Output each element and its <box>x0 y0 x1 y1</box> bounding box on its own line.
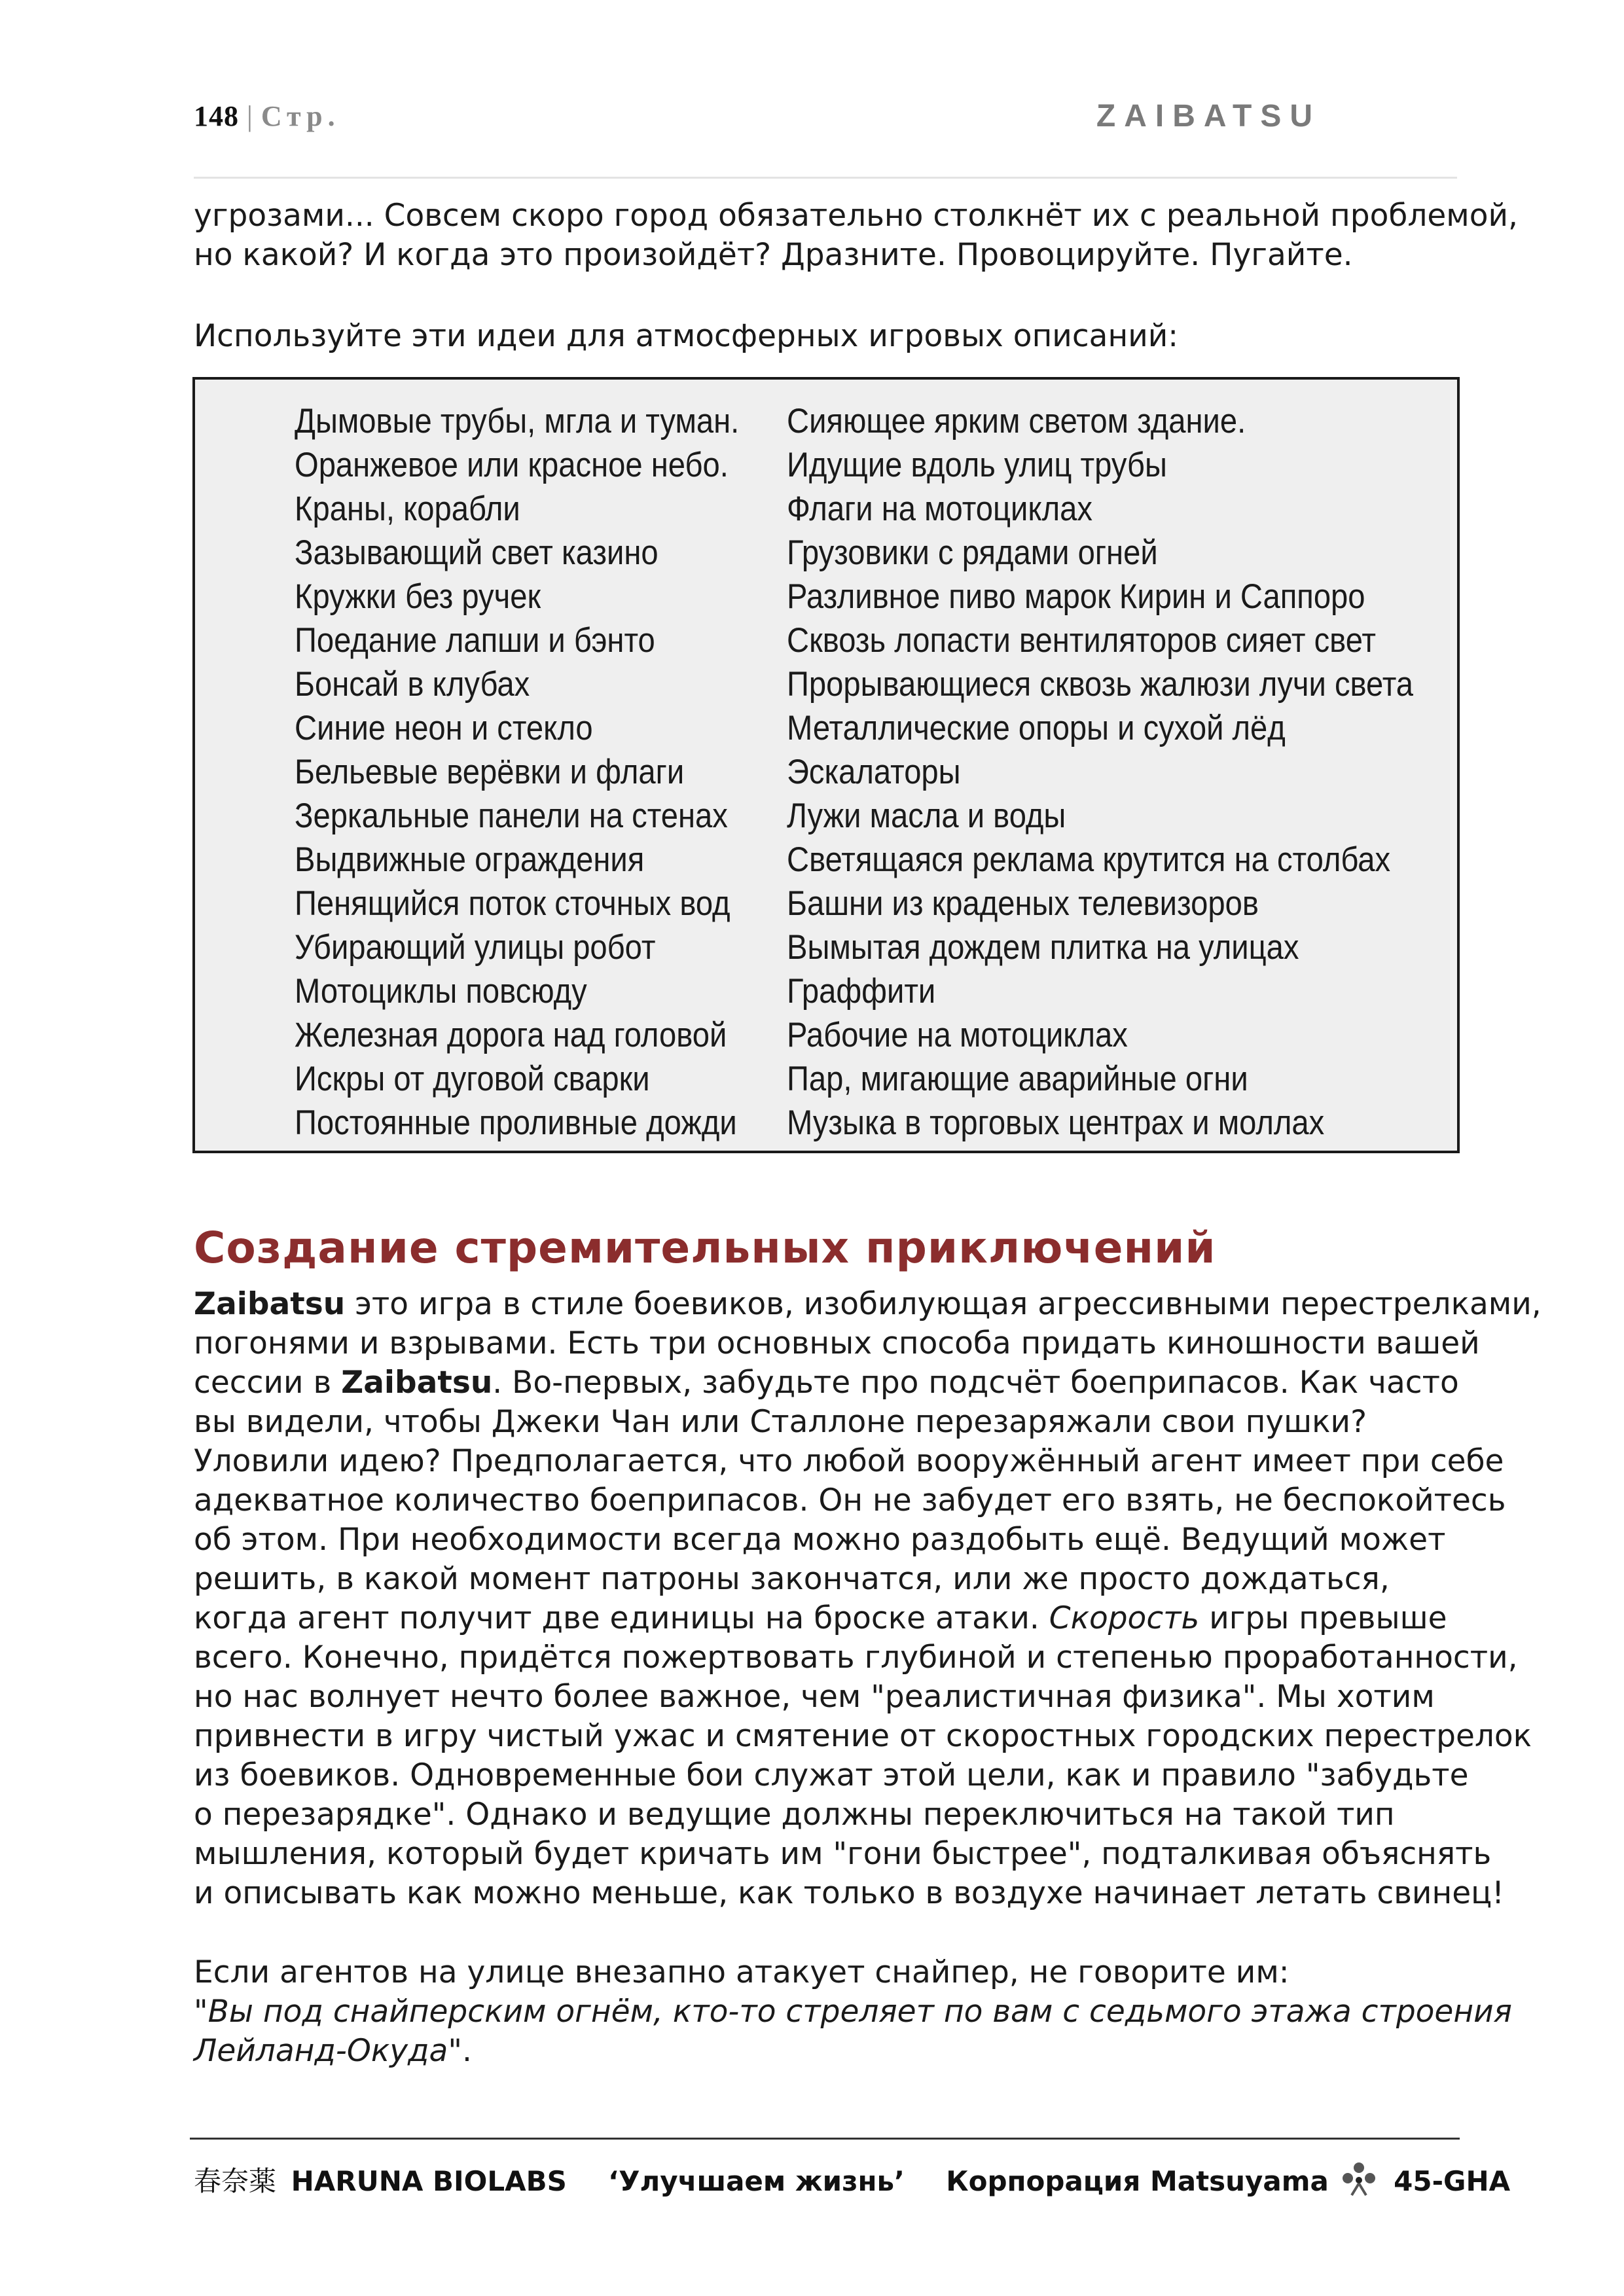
ideas-box <box>192 377 1460 1153</box>
footer-code: 45-GHA <box>1394 2165 1511 2197</box>
ideas-lead-text: Используйте эти идеи для атмосферных игровых описаний: <box>194 318 1179 354</box>
idea-item: Поедание лапши и бэнто <box>295 621 655 660</box>
body-line: Zaibatsu это игра в стиле боевиков, изобилующая агрессивными перестрелками, <box>194 1286 1542 1322</box>
page-header-number <box>194 99 340 133</box>
idea-item: Прорывающиеся сквозь жалюзи лучи света <box>787 665 1414 704</box>
bold-term: Zaibatsu <box>341 1365 493 1401</box>
body-line: мышления, который будет кричать им "гони быстрее", подталкивая объяснять <box>194 1836 1492 1872</box>
idea-item: Грузовики с рядами огней <box>787 533 1158 572</box>
intro-line: угрозами... Совсем скоро город обязательно столкнёт их с реальной проблемой, <box>194 198 1518 234</box>
page-footer <box>194 2160 1510 2206</box>
idea-item: Постоянные проливные дожди <box>295 1103 737 1142</box>
idea-item: Кружки без ручек <box>295 577 541 616</box>
idea-item: Лужи масла и воды <box>787 797 1066 835</box>
idea-item: Рабочие на мотоциклах <box>787 1016 1128 1054</box>
ideas-lead <box>194 317 1457 356</box>
idea-item: Зеркальные панели на стенах <box>295 797 728 835</box>
ideas-left-column <box>295 399 739 1145</box>
idea-item: Бельевые верёвки и флаги <box>295 753 685 791</box>
idea-item: Граффити <box>787 972 936 1011</box>
body-line: когда агент получит две единицы на броске атаки. Скорость игры превыше <box>194 1600 1447 1636</box>
body-line: Уловили идею? Предполагается, что любой вооружённый агент имеет при себе <box>194 1443 1504 1479</box>
body-line: адекватное количество боеприпасов. Он не забудет его взять, не беспокойтесь <box>194 1482 1506 1518</box>
page-number: 148 <box>194 100 239 132</box>
idea-item: Башни из краденых телевизоров <box>787 884 1259 923</box>
idea-item: Выдвижные ограждения <box>295 840 645 879</box>
body-line: всего. Конечно, придётся пожертвовать глубиной и степенью проработанности, <box>194 1640 1518 1676</box>
idea-item: Дымовые трубы, мгла и туман. <box>295 402 740 440</box>
footer-divider <box>190 2138 1460 2140</box>
section-title: Создание стремительных приключений <box>194 1223 1216 1273</box>
idea-item: Идущие вдоль улиц трубы <box>787 446 1167 484</box>
body-line: Если агентов на улице внезапно атакует снайпер, не говорите им: <box>194 1954 1290 1990</box>
body-line: привнести в игру чистый ужас и смятение от скоростных городских перестрелок <box>194 1718 1532 1754</box>
idea-item: Синие неон и стекло <box>295 709 593 747</box>
page-word: Стр. <box>261 100 340 132</box>
intro-paragraph <box>194 196 1518 275</box>
idea-item: Пенящийся поток сточных вод <box>295 884 731 923</box>
idea-item: Сквозь лопасти вентиляторов сияет свет <box>787 621 1376 660</box>
header-brand: ZAIBATSU <box>1096 99 1321 134</box>
idea-item: Оранжевое или красное небо. <box>295 446 729 484</box>
idea-item: Мотоциклы повсюду <box>295 972 587 1011</box>
body-line: о перезарядке". Однако и ведущие должны переключиться на такой тип <box>194 1797 1395 1833</box>
body-line: об этом. При необходимости всегда можно раздобыть ещё. Ведущий может <box>194 1522 1446 1558</box>
quote-line: Лейланд-Окуда". <box>194 2033 472 2069</box>
italic-term: Скорость <box>1049 1600 1200 1636</box>
intro-line: но какой? И когда это произойдёт? Дразните. Провоцируйте. Пугайте. <box>194 237 1353 273</box>
idea-item: Искры от дуговой сварки <box>295 1060 650 1098</box>
body-line: погонями и взрывами. Есть три основных способа придать киношности вашей <box>194 1325 1480 1361</box>
idea-item: Пар, мигающие аварийные огни <box>787 1060 1248 1098</box>
quote-text: Лейланд-Окуда <box>194 2033 448 2069</box>
footer-corp: Корпорация Matsuyama <box>946 2165 1329 2197</box>
matsuyama-flower-logo-icon <box>1340 2161 1378 2206</box>
idea-item: Металлические опоры и сухой лёд <box>787 709 1286 747</box>
sniper-paragraph <box>194 1953 1512 2071</box>
idea-item: Зазывающий свет казино <box>295 533 659 572</box>
idea-item: Разливное пиво марок Кирин и Саппоро <box>787 577 1365 616</box>
idea-item: Светящаяся реклама крутится на столбах <box>787 840 1391 879</box>
body-line: и описывать как можно меньше, как только в воздухе начинает летать свинец! <box>194 1875 1504 1911</box>
idea-item: Эскалаторы <box>787 753 961 791</box>
quote-line: "Вы под снайперским огнём, кто-то стреляет по вам с седьмого этажа строения <box>194 1994 1512 2030</box>
section-body <box>194 1285 1542 1913</box>
idea-item: Убирающий улицы робот <box>295 928 656 967</box>
idea-item: Железная дорога над головой <box>295 1016 727 1054</box>
bold-term: Zaibatsu <box>194 1286 346 1322</box>
idea-item: Краны, корабли <box>295 490 520 528</box>
header-separator: | <box>247 100 253 132</box>
idea-item: Вымытая дождем плитка на улицах <box>787 928 1299 967</box>
body-line: но нас волнует нечто более важное, чем "реалистичная физика". Мы хотим <box>194 1679 1435 1715</box>
body-line: решить, в какой момент патроны закончатся, или же просто дождаться, <box>194 1561 1390 1597</box>
idea-item: Музыка в торговых центрах и моллах <box>787 1103 1325 1142</box>
body-line: сессии в Zaibatsu. Во-первых, забудьте про подсчёт боеприпасов. Как часто <box>194 1365 1459 1401</box>
body-line: из боевиков. Одновременные бои служат этой цели, как и правило "забудьте <box>194 1757 1469 1793</box>
header-divider <box>194 177 1457 179</box>
idea-item: Бонсай в клубах <box>295 665 530 704</box>
idea-item: Сияющее ярким светом здание. <box>787 402 1246 440</box>
footer-slogan: ‘Улучшаем жизнь’ <box>608 2165 905 2197</box>
quote-text: Вы под снайперским огнём, кто-то стреляет по вам с седьмого этажа строения <box>208 1994 1512 2030</box>
footer-kanji: 春奈薬 <box>194 2165 277 2197</box>
ideas-right-column <box>787 399 1413 1145</box>
body-line: вы видели, чтобы Джеки Чан или Сталлоне перезаряжали свои пушки? <box>194 1404 1367 1440</box>
idea-item: Флаги на мотоциклах <box>787 490 1092 528</box>
footer-company: HARUNA BIOLABS <box>291 2165 567 2197</box>
